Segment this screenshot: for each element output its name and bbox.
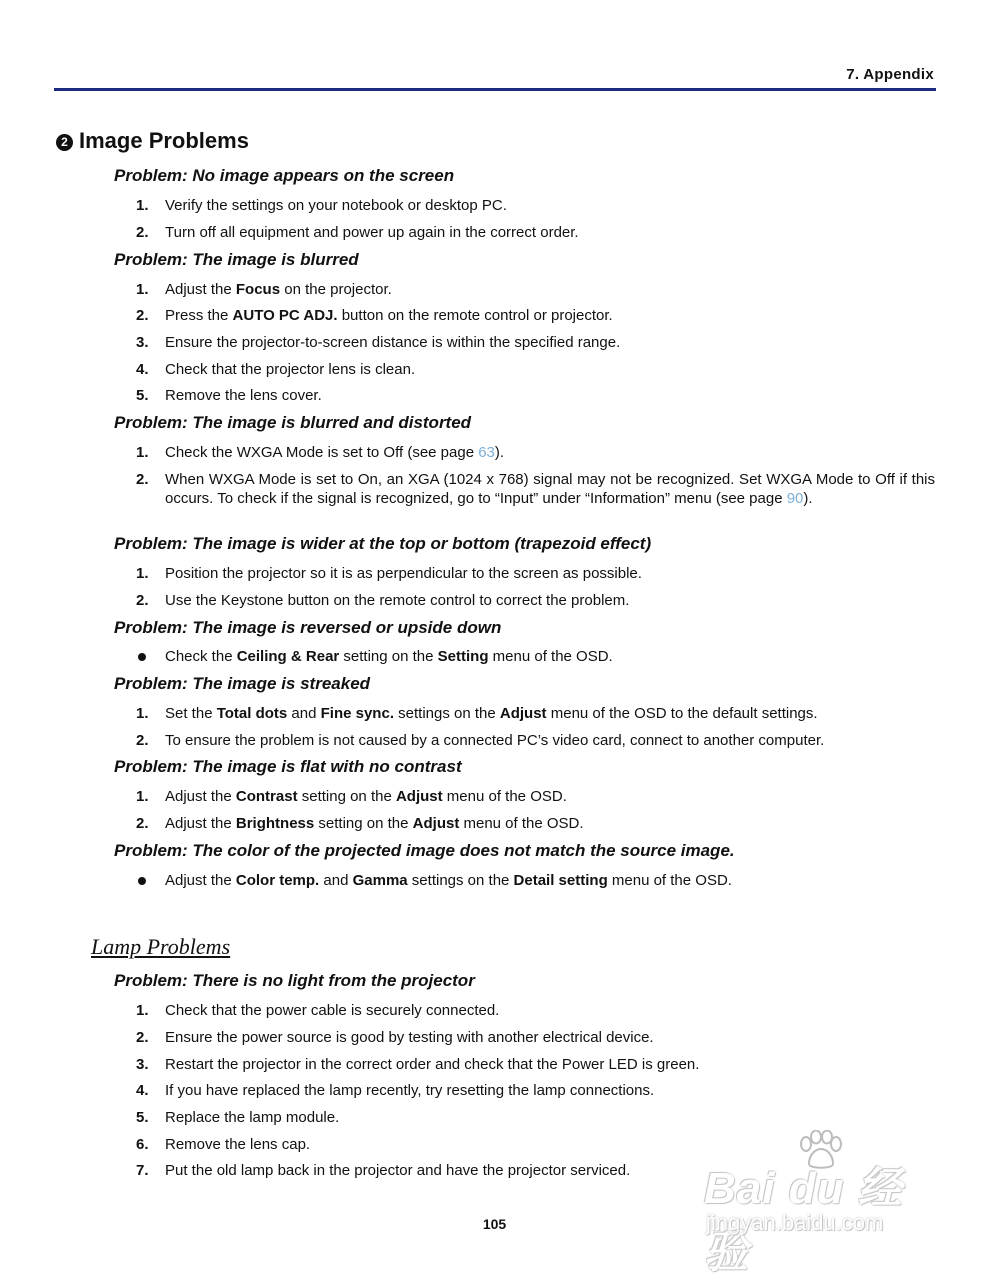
- list-marker: 1.: [136, 1002, 149, 1019]
- problem-heading: Problem: There is no light from the projector: [114, 971, 475, 990]
- list-text: Check the WXGA Mode is set to Off (see page 63).: [165, 444, 505, 461]
- list-text: Adjust the Brightness setting on the Adjust menu of the OSD.: [165, 815, 584, 832]
- list-text: Position the projector so it is as perpendicular to the screen as possible.: [165, 565, 642, 582]
- page-link[interactable]: 63: [478, 444, 495, 461]
- list-marker: 3.: [136, 334, 149, 351]
- problem-heading: Problem: The image is reversed or upside down: [114, 618, 502, 637]
- list-marker: 1.: [136, 705, 149, 722]
- list-text: Replace the lamp module.: [165, 1109, 340, 1126]
- header-rule: [54, 88, 936, 91]
- bullet-icon: [138, 877, 146, 885]
- list-marker: 7.: [136, 1162, 149, 1179]
- bullet-icon: [138, 653, 146, 661]
- list-text: Ensure the projector-to-screen distance is within the specified range.: [165, 334, 621, 351]
- list-marker: 1.: [136, 197, 149, 214]
- list-marker: 2.: [136, 1029, 149, 1046]
- list-marker: 4.: [136, 361, 149, 378]
- list-marker: 6.: [136, 1136, 149, 1153]
- list-text: Remove the lens cap.: [165, 1136, 311, 1153]
- list-marker: 2.: [136, 224, 149, 241]
- list-text: Verify the settings on your notebook or desktop PC.: [165, 197, 507, 214]
- list-marker: 1.: [136, 281, 149, 298]
- list-text: Set the Total dots and Fine sync. settings on the Adjust menu of the OSD to the default settings.: [165, 705, 818, 722]
- list-marker: 5.: [136, 1109, 149, 1126]
- list-marker: 1.: [136, 788, 149, 805]
- list-text: Check the Ceiling & Rear setting on the Setting menu of the OSD.: [165, 648, 613, 665]
- list-text: Press the AUTO PC ADJ. button on the remote control or projector.: [165, 307, 613, 324]
- list-text: When WXGA Mode is set to On, an XGA (1024 x 768) signal may not be recognized. Set WXGA Mode to Off if this occurs. To check if the signal is recognized, go to “Input” under “Information” menu (see page 90).: [165, 471, 935, 507]
- baidu-watermark: [704, 1130, 944, 1277]
- section-title-text: Image Problems: [79, 128, 249, 153]
- list-marker: 2.: [136, 732, 149, 749]
- problem-heading: Problem: The image is wider at the top or bottom (trapezoid effect): [114, 534, 652, 553]
- list-marker: 5.: [136, 387, 149, 404]
- number-two-icon: 2: [56, 134, 73, 151]
- problem-heading: Problem: The image is blurred: [114, 250, 359, 269]
- lamp-section-title: Lamp Problems: [91, 934, 231, 959]
- list-marker: 2.: [136, 471, 149, 488]
- list-marker: 3.: [136, 1056, 149, 1073]
- chapter-header: 7. Appendix: [846, 66, 934, 83]
- list-text: Adjust the Color temp. and Gamma settings on the Detail setting menu of the OSD.: [165, 872, 732, 889]
- problem-heading: Problem: The image is flat with no contrast: [114, 757, 462, 776]
- problem-heading: Problem: The image is blurred and distorted: [114, 413, 472, 432]
- list-text: Put the old lamp back in the projector and have the projector serviced.: [165, 1162, 631, 1179]
- list-marker: 4.: [136, 1082, 149, 1099]
- problem-heading: Problem: The image is streaked: [114, 674, 371, 693]
- list-text: If you have replaced the lamp recently, try resetting the lamp connections.: [165, 1082, 655, 1099]
- list-marker: 1.: [136, 444, 149, 461]
- list-text: To ensure the problem is not caused by a connected PC’s video card, connect to another computer.: [165, 732, 825, 749]
- list-marker: 2.: [136, 815, 149, 832]
- page-link[interactable]: 90: [786, 489, 804, 507]
- watermark-logo: Bai du 经验: [704, 1164, 903, 1277]
- watermark-url: jingyan.baidu.com: [706, 1210, 884, 1235]
- list-text: Restart the projector in the correct order and check that the Power LED is green.: [165, 1056, 700, 1073]
- list-text: Ensure the power source is good by testing with another electrical device.: [165, 1029, 654, 1046]
- list-marker: 2.: [136, 592, 149, 609]
- list-text: Check that the power cable is securely connected.: [165, 1002, 500, 1019]
- list-text: Adjust the Focus on the projector.: [165, 281, 392, 298]
- list-text: Use the Keystone button on the remote control to correct the problem.: [165, 592, 630, 609]
- page-number: 105: [482, 1216, 507, 1232]
- list-marker: 2.: [136, 307, 149, 324]
- problem-heading: Problem: The color of the projected image does not match the source image.: [114, 841, 735, 860]
- list-text: Turn off all equipment and power up again in the correct order.: [165, 224, 579, 241]
- list-marker: 1.: [136, 565, 149, 582]
- section-title: [56, 128, 249, 154]
- list-text: Adjust the Contrast setting on the Adjust menu of the OSD.: [165, 788, 567, 805]
- list-text: Remove the lens cover.: [165, 387, 322, 404]
- problem-heading: Problem: No image appears on the screen: [114, 166, 455, 185]
- list-text: Check that the projector lens is clean.: [165, 361, 416, 378]
